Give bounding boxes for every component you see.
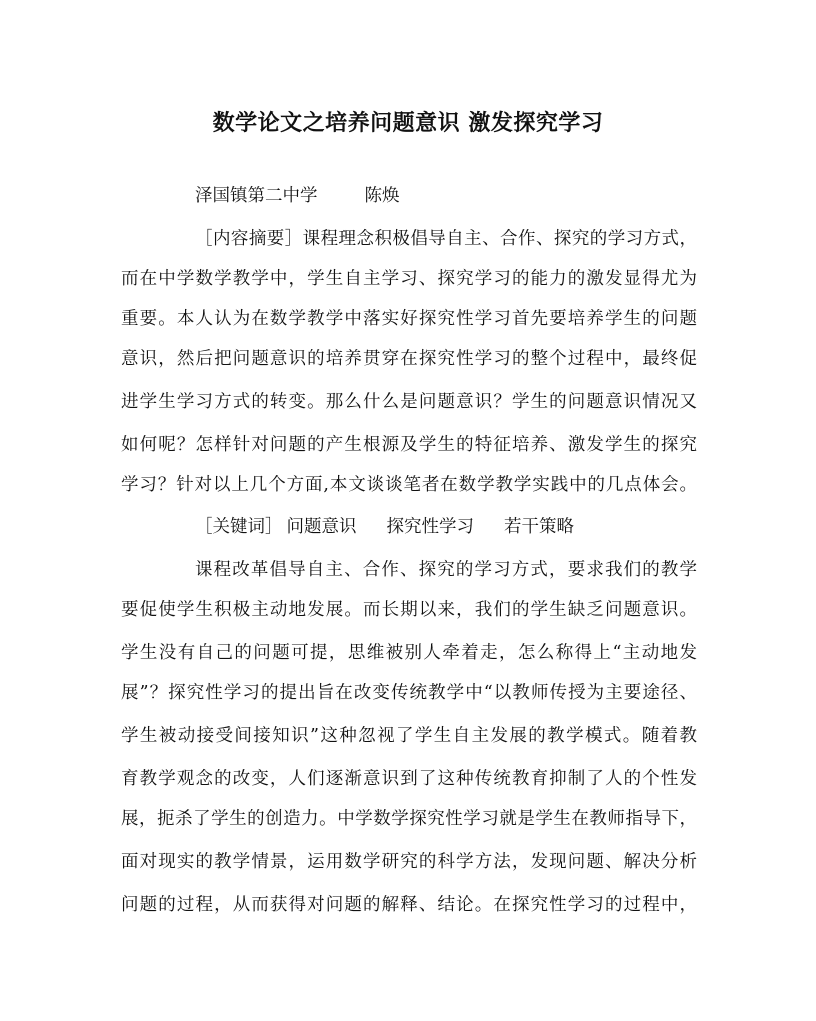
keywords-label: ［关键词］ — [195, 517, 283, 537]
body-line: 展，扼杀了学生的创造力。中学数学探究性学习就是学生在教师指导下， — [121, 809, 697, 829]
abstract-line: 学习？针对以上几个方面,本文谈谈笔者在数学教学实践中的几点体会。 — [121, 475, 697, 495]
body-line: 学生被动接受间接知识”这种忽视了学生自主发展的教学模式。随着教 — [121, 726, 697, 746]
school-name: 泽国镇第二中学 — [195, 186, 318, 206]
body-line: 育教学观念的改变，人们逐渐意识到了这种传统教育抑制了人的个性发 — [121, 769, 697, 789]
body-line: 面对现实的教学情景，运用数学研究的科学方法，发现问题、解决分析 — [121, 852, 697, 872]
abstract-line: 意识，然后把问题意识的培养贯穿在探究性学习的整个过程中，最终促 — [121, 349, 697, 369]
keyword-item: 探究性学习 — [386, 517, 474, 537]
body-line: 展”？探究性学习的提出旨在改变传统教学中“以教师传授为主要途径、 — [121, 683, 697, 703]
author-name: 陈焕 — [364, 186, 400, 206]
keywords-line — [195, 514, 697, 540]
abstract-line: 重要。本人认为在数学教学中落实好探究性学习首先要培养学生的问题 — [121, 309, 697, 329]
keyword-item: 若干策略 — [504, 517, 574, 537]
body-line: 课程改革倡导自主、合作、探究的学习方式，要求我们的教学 — [195, 560, 697, 580]
document-title: 数学论文之培养问题意识 激发探究学习 — [212, 110, 604, 136]
abstract-line: 进学生学习方式的转变。那么什么是问题意识？学生的问题意识情况又 — [121, 392, 697, 412]
abstract-line: ［内容摘要］课程理念积极倡导自主、合作、探究的学习方式， — [195, 229, 697, 249]
abstract-line: 如何呢？怎样针对问题的产生根源及学生的特征培养、激发学生的探究 — [121, 435, 697, 455]
body-line: 学生没有自己的问题可提，思维被别人牵着走，怎么称得上“主动地发 — [121, 643, 697, 663]
keyword-item: 问题意识 — [286, 517, 357, 537]
abstract-line: 而在中学数学教学中，学生自主学习、探究学习的能力的激发显得尤为 — [121, 269, 697, 289]
author-line — [195, 183, 697, 209]
body-line: 问题的过程，从而获得对问题的解释、结论。在探究性学习的过程中， — [121, 895, 697, 915]
body-line: 要促使学生积极主动地发展。而长期以来，我们的学生缺乏问题意识。 — [121, 600, 697, 620]
